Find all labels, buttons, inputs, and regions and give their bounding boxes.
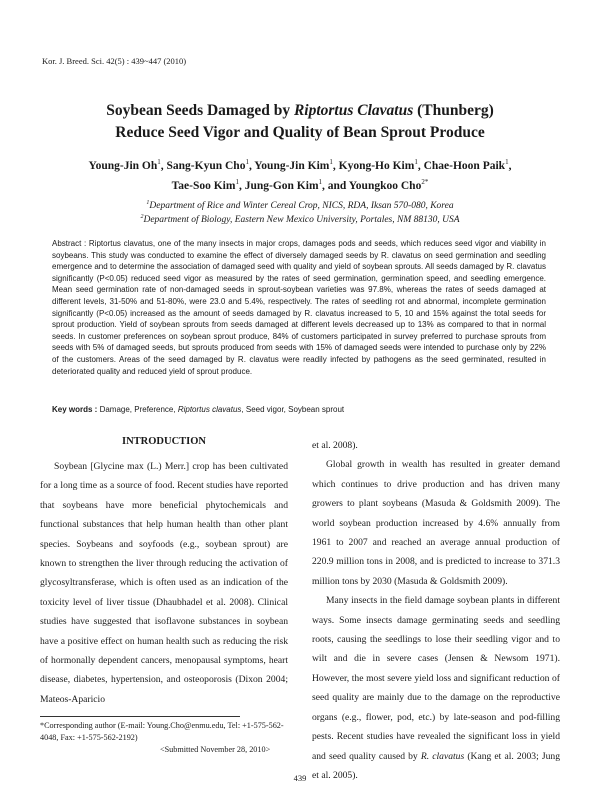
author-sup: 1 <box>235 178 239 186</box>
author-sup: 2* <box>421 178 429 186</box>
species-name: R. clavatus <box>420 750 465 762</box>
author-sup: 1 <box>318 178 323 186</box>
title-species: Riptortus Clavatus <box>293 102 414 119</box>
keywords-label: Key words : <box>52 405 98 414</box>
author-sup: 1 <box>245 158 249 166</box>
authors-line-1: Young-Jin Oh$^1$, Sang-Kyun Cho$^1$, Young-Jin Kim$^1$, Kyong-Ho Kim$^1$, Chae-Hoon Paik$^1$, <box>88 158 512 172</box>
keywords-text-end: , Seed vigor, Soybean sprout <box>241 405 345 414</box>
affiliation-text: Department of Rice and Winter Cereal Crop, NICS, RDA, Iksan 570-080, Korea <box>149 201 454 212</box>
body-paragraph: Global growth in wealth has resulted in greater demand which continues to drive production and has driven many growers to plant soybeans (Masuda & Goldsmith 2009). The world soybean production increased by 4.6% annually from 1961 to 2007 and reached an average annual production of 220.9 million tons in 2008, and is predicted to increase to 371.3 million tons by 2030 (Masuda & Goldsmith 2009). <box>312 459 560 587</box>
left-column <box>40 436 288 709</box>
body-paragraph-continued: et al. 2008). <box>312 440 358 451</box>
author: Youngkoo Cho <box>348 179 422 192</box>
right-column <box>312 436 560 785</box>
submission-date: <Submitted November 28, 2010> <box>160 745 271 754</box>
author: Young-Jin Oh <box>88 159 158 172</box>
affiliation-sup: 2 <box>140 214 144 220</box>
keywords-species: Riptortus clavatus <box>177 405 242 414</box>
affiliation-2 <box>40 210 560 227</box>
keywords-text: Damage, Preference, <box>97 405 178 414</box>
body-paragraph <box>312 591 560 785</box>
author-conjunction: and <box>327 179 347 192</box>
author: Tae-Soo Kim <box>171 179 236 192</box>
affiliation-text: Department of Biology, Eastern New Mexico University, Portales, NM 88130, USA <box>143 215 460 226</box>
title-prefix: Soybean Seeds Damaged by <box>106 102 294 119</box>
article-title-line-1 <box>40 100 560 122</box>
author: Sang-Kyun Cho <box>166 159 246 172</box>
body-paragraph: Soybean [Glycine max (L.) Merr.] crop has been cultivated for a long time as a source of food. Recent studies have reported that soybeans have more beneficial phytochemicals and functional substances that help human health than other plant species. Soybeans and soyfoods (e.g., soybean sprout) are known to strengthen the liver through reducing the activation of glycosyltransferase, which is often used as an indication of the toxicity level of liver tissue (Dhaubhadel et al. 2008). Clinical studies have suggested that isoflavone substances in soybean have a positive effect on human health such as reducing the risk of hormonally dependent cancers, menopausal symptoms, heart disease, diabetes, hypertension, and osteoporosis (Dixon 2004; Mateos-Aparicio <box>40 461 288 705</box>
author: Jung-Gon Kim <box>244 179 319 192</box>
article-title-line-2: Reduce Seed Vigor and Quality of Bean Sprout Produce <box>115 124 485 141</box>
author: Chae-Hoon Paik <box>423 159 506 172</box>
journal-reference: Kor. J. Breed. Sci. 42(5) : 439~447 (2010) <box>42 56 187 66</box>
author-sup: 1 <box>329 158 333 166</box>
paragraph-text-end: (Kang et al. 2003; Jung et al. 2005). <box>312 750 560 781</box>
section-heading: INTRODUCTION <box>121 436 206 447</box>
footnote-divider <box>40 716 240 717</box>
corresponding-author-footnote: *Corresponding author (E-mail: Young.Cho@enmu.edu, Tel: +1-575-562-4048, Fax: +1-575-562-2192) <box>40 721 284 742</box>
abstract: Abstract : Riptortus clavatus, one of the many insects in major crops, damages pods and seeds, which reduces seed vigor and viability in soybeans. This study was conducted to examine the effect of diversely damaged seeds by R. clavatus on seed germination and seedling emergence and to determine the association of damaged seed with quality and yield of soybean sprouts. All seeds damaged by R. clavatus significantly (P<0.05) reduced seed vigor as measured by the rates of seed germination, germination speed, and seedling emergence. Mean seed germination rate of non-damaged seeds in sprout-soybean varieties was 97.8%, whereas the rates of seeds damaged at different levels, 31-50% and 51-80%, were 23.0 and 5.4%, respectively. The rates of seedling rot and abnormal, incomplete germination significantly (P<0.05) increased as the amount of seeds damaged by R. clavatus increased to 5, 10 and 15% against the total seeds for sprout production. Yield of soybean sprouts from seeds damaged at different levels decreased up to 13% as compared to that in normal seeds. In customer preferences on soybean sprout produce, 84% of customers participated in survey preferred to purchase sprouts from seeds with 5% of damaged seeds, but sprouts produced from seeds with 15% of damaged seeds were intended to purchase only by 22% of the customers. Areas of the seed damaged by R. clavatus were readily infected by pathogens as the seed germinated, resulted in deteriorated quality and reduced yield of sprout produce. <box>52 239 546 376</box>
author-sup: 1 <box>505 158 509 166</box>
keywords <box>52 405 546 414</box>
title-suffix: (Thunberg) <box>413 102 494 119</box>
paragraph-text: Many insects in the field damage soybean plants in different ways. Some insects damage germinating seeds and seedling roots, causing the seedlings to lose their seedling vigor and to wilt and die in severe cases (Jensen & Newsom 1971). However, the most severe yield loss and significant reduction of seed quality are mainly due to the damage on the reproductive organs (e.g., flower, pod, etc.) by late-season and pod-filling pests. Recent studies have revealed the significant loss in yield and seed quality caused by <box>312 595 560 762</box>
author-sup: 1 <box>414 158 418 166</box>
author: Young-Jin Kim <box>254 159 330 172</box>
page-number: 439 <box>293 773 307 783</box>
affiliation-sup: 1 <box>146 200 150 206</box>
author: Kyong-Ho Kim <box>338 159 415 172</box>
author-sup: 1 <box>157 158 161 166</box>
authors-line-2: Tae-Soo Kim$^1$, Jung-Gon Kim$^1$, and Youngkoo Cho$^{2*}$ <box>171 178 429 192</box>
